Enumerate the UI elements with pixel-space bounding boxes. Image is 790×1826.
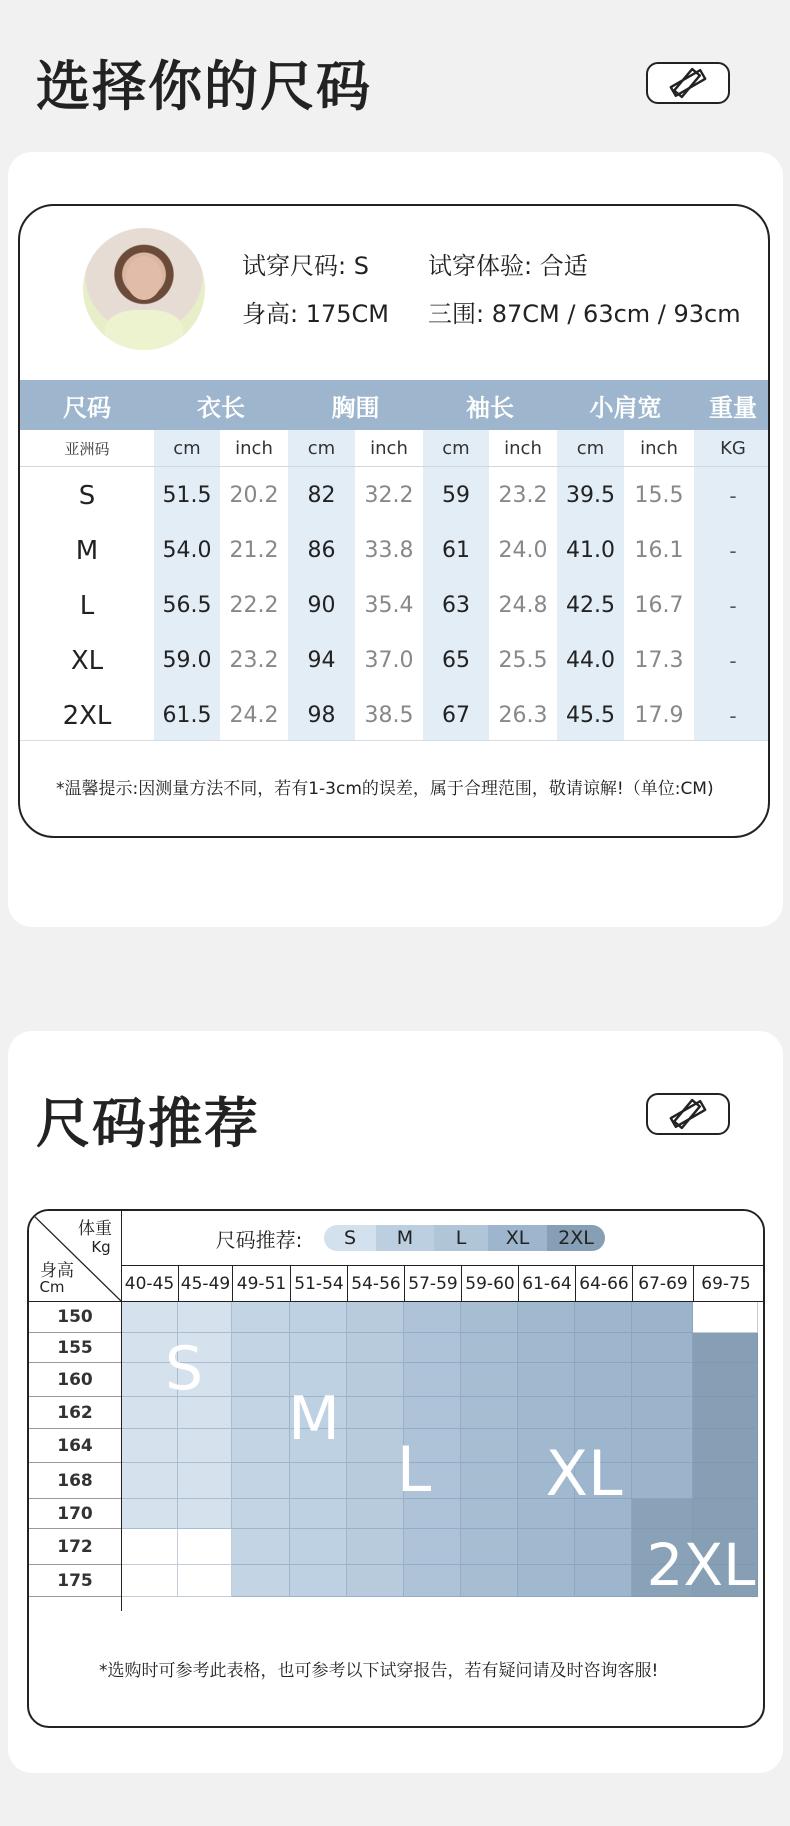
recommend-cell [178, 1429, 232, 1463]
recommend-cell [232, 1333, 290, 1363]
recommend-cell [290, 1301, 347, 1333]
recommend-cell [693, 1463, 758, 1499]
height-label: 168 [29, 1463, 121, 1499]
recommend-cell [121, 1429, 178, 1463]
size-label: 2XL [62, 700, 112, 731]
table-cell: 63 [442, 593, 470, 618]
weight-range-label: 61-64 [518, 1266, 575, 1301]
legend-swatch: L [434, 1225, 488, 1251]
recommend-frame [27, 1209, 765, 1728]
recommend-cell [632, 1363, 693, 1397]
recommend-cell [461, 1333, 518, 1363]
table-cell: 82 [307, 483, 336, 508]
model-avatar [83, 228, 205, 350]
table-cell: 23.2 [229, 648, 279, 673]
big-label-m: M [288, 1384, 340, 1454]
recommend-cell [693, 1363, 758, 1397]
size-label: M [75, 535, 99, 566]
table-cell: 45.5 [566, 703, 615, 728]
table-cell: 59.0 [162, 648, 212, 673]
recommend-cell [461, 1301, 518, 1333]
recommend-cell [178, 1463, 232, 1499]
table-cell: 42.5 [566, 593, 615, 618]
table-header-cell: 小肩宽 [589, 393, 662, 422]
recommend-cell [518, 1565, 575, 1597]
weight-range-label: 57-59 [404, 1266, 461, 1301]
table-cell: 17.3 [634, 648, 684, 673]
recommend-cell [518, 1333, 575, 1363]
recommend-cell [347, 1529, 404, 1565]
weight-range-label: 64-66 [575, 1266, 632, 1301]
recommend-cell [121, 1463, 178, 1499]
recommend-cell [461, 1463, 518, 1499]
table-cell: 20.2 [229, 483, 279, 508]
recommend-cell [290, 1463, 347, 1499]
height-label: 162 [29, 1397, 121, 1429]
table-cell: - [729, 703, 737, 728]
recommend-cell [232, 1565, 290, 1597]
recommend-cell [404, 1301, 461, 1333]
height-label: 155 [29, 1333, 121, 1363]
table-cell: 98 [307, 703, 336, 728]
recommend-cell [518, 1301, 575, 1333]
big-label-s: S [164, 1334, 204, 1404]
try-size-text: 试穿尺码: S [242, 252, 369, 280]
recommend-table [29, 1211, 765, 1611]
weight-range-label: 51-54 [290, 1266, 347, 1301]
recommend-cell [461, 1363, 518, 1397]
recommend-cell [232, 1499, 290, 1529]
recommend-cell [232, 1463, 290, 1499]
ruler-pencil-button[interactable] [646, 62, 730, 104]
table-cell: 56.5 [162, 593, 212, 618]
recommend-cell [632, 1397, 693, 1429]
height-label: 164 [29, 1429, 121, 1463]
table-cell: - [729, 593, 737, 618]
table-header-cell: 重量 [709, 393, 757, 422]
table-cell: 44.0 [566, 648, 615, 673]
recommend-cell [178, 1499, 232, 1529]
table-cell: 54.0 [162, 538, 212, 563]
recommend-cell [693, 1301, 758, 1333]
table-subheader-cell: cm [307, 437, 336, 459]
recommend-cell [575, 1529, 632, 1565]
size-table-frame [18, 204, 770, 838]
recommend-cell [178, 1565, 232, 1597]
table-subheader-cell: inch [370, 437, 408, 459]
corner-height-label: 身高 [40, 1260, 74, 1281]
recommend-cell [575, 1301, 632, 1333]
recommend-cell [404, 1529, 461, 1565]
table-header-cell: 衣长 [197, 393, 245, 422]
weight-range-label: 40-45 [124, 1273, 175, 1294]
table-cell: 16.7 [634, 593, 684, 618]
recommend-cell [461, 1529, 518, 1565]
weight-range-label: 45-49 [178, 1266, 232, 1301]
table-cell: 21.2 [229, 538, 279, 563]
recommend-note: *选购时可参考此表格，也可参考以下试穿报告，若有疑问请及时咨询客服! [99, 1661, 659, 1681]
recommend-cell [290, 1499, 347, 1529]
table-cell: - [729, 538, 737, 563]
corner-weight-label: 体重 [78, 1218, 112, 1239]
legend-swatch: S [324, 1225, 376, 1251]
ruler-pencil-icon [665, 1097, 711, 1131]
table-cell: 35.4 [364, 593, 414, 618]
table-cell: 16.1 [634, 538, 684, 563]
recommend-cell [693, 1333, 758, 1363]
weight-range-label: 67-69 [632, 1266, 693, 1301]
height-label: 160 [29, 1363, 121, 1397]
corner-kg-label: Kg [91, 1238, 111, 1256]
recommend-cell [121, 1499, 178, 1529]
page-title-choose-size: 选择你的尺码 [36, 55, 372, 118]
table-cell: 24.0 [498, 538, 548, 563]
table-cell: 51.5 [162, 483, 212, 508]
table-cell: 37.0 [364, 648, 414, 673]
table-cell: 23.2 [498, 483, 548, 508]
recommend-cell [290, 1529, 347, 1565]
table-subheader-cell: inch [640, 437, 678, 459]
big-label-l: L [396, 1432, 432, 1506]
try-feel-text: 试穿体验: 合适 [428, 252, 588, 280]
table-cell: 26.3 [498, 703, 548, 728]
weight-range-label: 49-51 [232, 1266, 290, 1301]
recommend-cell [461, 1429, 518, 1463]
table-subheader-cell: cm [442, 437, 470, 459]
table-cell: 24.8 [498, 593, 548, 618]
recommend-cell [693, 1429, 758, 1463]
size-label: XL [70, 645, 104, 676]
recommend-cell [461, 1397, 518, 1429]
table-cell: 39.5 [566, 483, 615, 508]
table-cell: 25.5 [498, 648, 548, 673]
table-subheader-cell: cm [576, 437, 605, 459]
table-cell: 61.5 [162, 703, 212, 728]
section-title-recommend: 尺码推荐 [36, 1092, 260, 1155]
height-label: 172 [29, 1529, 121, 1565]
table-cell: 38.5 [364, 703, 414, 728]
model-measurements-text: 三围: 87CM / 63cm / 93cm [428, 300, 741, 328]
recommend-cell [575, 1565, 632, 1597]
table-subheader-cell: 亚洲码 [64, 439, 110, 458]
size-table [20, 380, 770, 740]
table-cell: - [729, 648, 737, 673]
table-cell: 22.2 [229, 593, 279, 618]
table-cell: 41.0 [566, 538, 615, 563]
recommend-cell [575, 1397, 632, 1429]
table-cell: 65 [442, 648, 470, 673]
table-cell: 24.2 [229, 703, 279, 728]
recommend-cell [347, 1333, 404, 1363]
weight-range-label: 69-75 [693, 1266, 758, 1301]
recommend-cell [518, 1529, 575, 1565]
ruler-pencil-button-2[interactable] [646, 1093, 730, 1135]
ruler-pencil-icon [665, 66, 711, 100]
recommend-cell [121, 1529, 178, 1565]
recommend-cell [347, 1565, 404, 1597]
table-subheader-cell: KG [720, 437, 746, 459]
recommend-cell [693, 1499, 758, 1529]
recommend-cell [404, 1565, 461, 1597]
table-header-cell: 袖长 [466, 393, 514, 422]
recommend-cell [518, 1363, 575, 1397]
table-cell: 15.5 [634, 483, 684, 508]
table-cell: 61 [442, 538, 470, 563]
height-label: 170 [29, 1499, 121, 1529]
recommend-cell [404, 1397, 461, 1429]
recommend-cell [290, 1565, 347, 1597]
recommend-hline-2 [29, 1301, 765, 1302]
recommend-cell [461, 1499, 518, 1529]
recommend-cell [121, 1565, 178, 1597]
table-cell: 90 [307, 593, 336, 618]
recommend-cell [347, 1301, 404, 1333]
recommend-cell [232, 1301, 290, 1333]
legend-swatch: 2XL [547, 1225, 605, 1251]
table-subheader-cell: cm [173, 437, 201, 459]
size-label: L [79, 590, 95, 621]
recommend-cell [575, 1333, 632, 1363]
table-cell: 32.2 [364, 483, 414, 508]
table-cell: 86 [307, 538, 336, 563]
table-subheader-cell: inch [504, 437, 542, 459]
recommend-cell [404, 1363, 461, 1397]
size-note: *温馨提示:因测量方法不同，若有1-3cm的误差，属于合理范围，敬请谅解!（单位:CM) [56, 779, 714, 799]
table-header-cell: 胸围 [331, 393, 380, 422]
big-label-xl: XL [545, 1436, 623, 1510]
recommend-cell [632, 1333, 693, 1363]
legend-label: 尺码推荐: [215, 1227, 303, 1252]
table-cell: 17.9 [634, 703, 684, 728]
height-label: 150 [29, 1301, 121, 1333]
recommend-cell [404, 1333, 461, 1363]
recommend-card [8, 1031, 783, 1773]
legend-swatch: M [376, 1225, 434, 1251]
table-header-cell: 尺码 [63, 393, 111, 422]
height-label: 175 [29, 1565, 121, 1597]
size-label: S [78, 480, 96, 511]
weight-range-label: 59-60 [461, 1266, 518, 1301]
recommend-cell [575, 1363, 632, 1397]
recommend-cell [178, 1529, 232, 1565]
table-cell: - [729, 483, 737, 508]
recommend-cell [693, 1397, 758, 1429]
table-subheader-divider [20, 466, 770, 467]
weight-range-label: 54-56 [347, 1266, 404, 1301]
recommend-cell [232, 1529, 290, 1565]
size-card [8, 152, 783, 927]
table-subheader-cell: inch [235, 437, 273, 459]
model-height-text: 身高: 175CM [242, 300, 389, 328]
recommend-cell [518, 1397, 575, 1429]
corner-cm-label: Cm [39, 1278, 65, 1296]
table-cell: 59 [442, 483, 470, 508]
big-label-2xl: 2XL [646, 1531, 756, 1599]
recommend-cell [632, 1301, 693, 1333]
legend-swatch: XL [488, 1225, 547, 1251]
table-cell: 33.8 [364, 538, 414, 563]
table-cell: 67 [442, 703, 470, 728]
recommend-cell [461, 1565, 518, 1597]
recommend-cell [290, 1333, 347, 1363]
table-cell: 94 [307, 648, 336, 673]
